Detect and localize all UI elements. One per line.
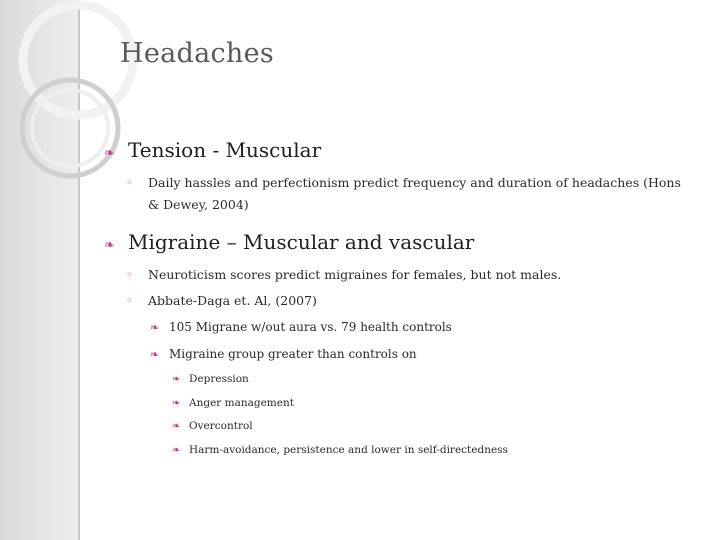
item-text: Neuroticism scores predict migraines for females, but not males. (148, 267, 562, 282)
deco-circle-large (23, 5, 133, 115)
circle-bullet-icon: ◦ (126, 294, 133, 307)
item-text: Anger management (189, 396, 294, 409)
flourish-bullet-icon: ❧ (172, 421, 181, 432)
bullet-migraine (104, 230, 694, 254)
slide-title: Headaches (120, 38, 275, 69)
list-item (150, 341, 694, 368)
list-item (126, 264, 694, 286)
heading-tension: Tension - Muscular (128, 138, 322, 162)
item-text: 105 Migrane w/out aura vs. 79 health controls (169, 320, 452, 334)
item-text: Depression (189, 373, 249, 385)
flourish-bullet-icon: ❧ (104, 146, 115, 161)
flourish-bullet-icon: ❧ (104, 238, 115, 253)
flourish-bullet-icon: ❧ (172, 397, 181, 409)
list-item (172, 439, 694, 463)
list-item (172, 368, 694, 392)
list-item (150, 314, 694, 341)
slide-content (104, 138, 694, 462)
list-item (126, 290, 694, 312)
item-text: Harm-avoidance, persistence and lower in self-directedness (189, 443, 508, 456)
flourish-bullet-icon: ❧ (150, 321, 160, 334)
item-text: Migraine group greater than controls on (169, 347, 417, 361)
list-item (172, 415, 694, 439)
circle-bullet-icon: ◦ (126, 176, 133, 189)
bullet-tension (104, 138, 694, 162)
flourish-bullet-icon: ❧ (150, 348, 160, 361)
heading-migraine: Migraine – Muscular and vascular (128, 230, 475, 254)
item-text: Daily hassles and perfectionism predict frequency and duration of headaches (Hons & Dewey, 2004) (148, 175, 681, 212)
item-text: Abbate-Daga et. Al, (2007) (148, 293, 317, 308)
flourish-bullet-icon: ❧ (172, 374, 181, 385)
circle-bullet-icon: ◦ (126, 268, 133, 281)
deco-circle-inner (32, 90, 108, 166)
list-item (126, 172, 694, 216)
flourish-bullet-icon: ❧ (172, 444, 181, 456)
item-text: Overcontrol (189, 420, 253, 432)
list-item (172, 392, 694, 416)
